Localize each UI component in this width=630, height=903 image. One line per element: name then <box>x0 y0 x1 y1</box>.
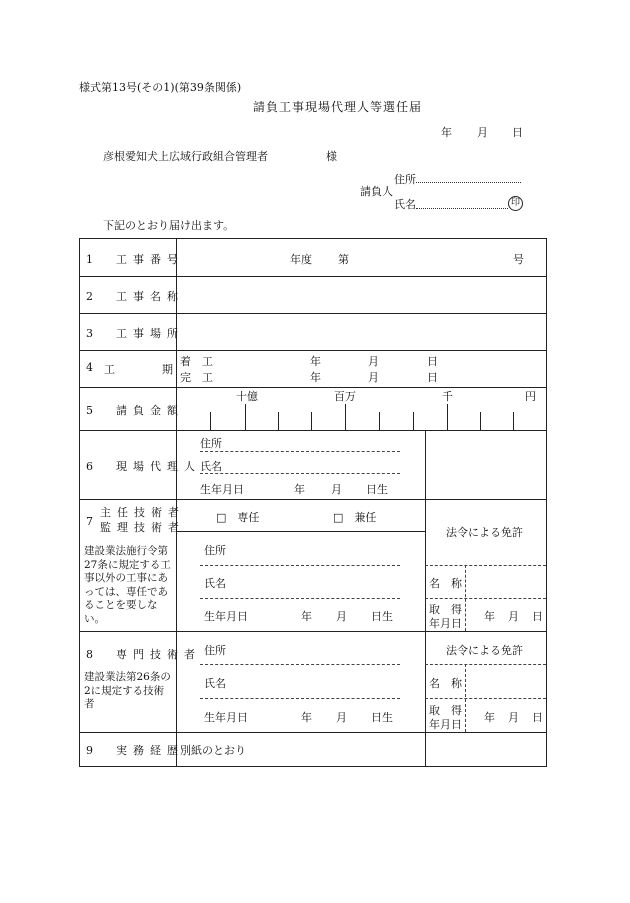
r9-value: 別紙のとおり <box>180 744 246 757</box>
date-year: 年 <box>441 126 452 139</box>
page-title: 請負工事現場代理人等選任届 <box>253 100 423 114</box>
sennin-checkbox[interactable]: □ 専任 <box>216 511 260 524</box>
row4-num: 4 <box>86 361 93 374</box>
unit-man: 百万 <box>334 390 356 403</box>
r6-birth-day: 日生 <box>366 483 388 496</box>
r1-go: 号 <box>513 253 524 266</box>
contractor-name-field[interactable] <box>416 208 508 209</box>
construction-number-field[interactable] <box>177 239 545 275</box>
contractor-address-label: 住所 <box>394 173 416 186</box>
addressee: 彦根愛知犬上広域行政組合管理者 <box>103 150 268 163</box>
r8-lic-month: 月 <box>508 711 519 724</box>
r8-birth-year: 年 <box>301 711 312 724</box>
r7-birth-year: 年 <box>301 610 312 623</box>
row2-label: 2 工事名称 <box>86 290 184 303</box>
r7-birth-month: 月 <box>336 610 347 623</box>
r8-name-label: 氏名 <box>204 677 226 690</box>
r6-name-field[interactable] <box>200 473 400 474</box>
honorific: 様 <box>326 150 337 163</box>
date-month: 月 <box>477 126 488 139</box>
construction-site-field[interactable] <box>177 314 545 350</box>
row7-note: 建設業法施行令第27条に規定する工事以外の工事にあっては、専任であることを要しない。 <box>84 545 171 625</box>
r8-address-label: 住所 <box>204 644 226 657</box>
row7-num: 7 <box>86 515 93 528</box>
row1-label: 1 工事番号 <box>86 253 184 266</box>
end-label: 完 工 <box>180 371 213 384</box>
r7-lic-day: 日 <box>532 610 543 623</box>
r7-license-name-label: 名 称 <box>429 577 462 590</box>
end-day: 日 <box>427 371 438 384</box>
form-table <box>79 238 547 767</box>
r7-name-label: 氏名 <box>204 577 226 590</box>
r8-license-name-label: 名 称 <box>429 677 462 690</box>
r7-address-field[interactable] <box>200 565 400 566</box>
end-month: 月 <box>368 371 379 384</box>
start-label: 着 工 <box>180 355 213 368</box>
seal-icon: 印 <box>508 196 523 211</box>
contractor-name-label: 氏名 <box>394 198 416 211</box>
r8-lic-day: 日 <box>532 711 543 724</box>
row5-label: 5 請負金額 <box>86 404 184 417</box>
r7-acquired-label2: 年月日 <box>429 617 462 630</box>
r1-nendo: 年度 <box>290 253 312 266</box>
r8-birth-month: 月 <box>336 711 347 724</box>
row6-label: 6 現場代理人 <box>86 460 201 473</box>
r6-birth-label: 生年月日 <box>200 483 244 496</box>
r7-birth-label: 生年月日 <box>204 610 248 623</box>
r7-name-field[interactable] <box>200 598 400 599</box>
unit-oku: 十億 <box>236 390 258 403</box>
unit-sen: 千 <box>442 390 453 403</box>
row8-label: 8 専門技術者 <box>86 648 201 661</box>
r6-birth-year: 年 <box>294 483 305 496</box>
r6-birth-month: 月 <box>331 483 342 496</box>
row9-label: 9 実務経歴 <box>86 744 184 757</box>
r8-name-field[interactable] <box>200 698 400 699</box>
contractor-label: 請負人 <box>360 185 393 198</box>
row7-role2: 監理技術者 <box>100 521 185 534</box>
r6-address-label: 住所 <box>200 437 222 450</box>
kennin-checkbox[interactable]: □ 兼任 <box>333 511 377 524</box>
unit-en: 円 <box>525 390 536 403</box>
row7-role1: 主任技術者 <box>100 506 185 519</box>
r7-license-header: 法令による免許 <box>446 526 523 539</box>
r8-license-header: 法令による免許 <box>446 644 523 657</box>
start-month: 月 <box>368 355 379 368</box>
r8-acquired-label2: 年月日 <box>429 718 462 731</box>
row4-label-a: 工 <box>104 363 115 376</box>
intro-text: 下記のとおり届け出ます。 <box>103 219 235 232</box>
r7-birth-day: 日生 <box>371 610 393 623</box>
r6-name-label: 氏名 <box>200 460 222 473</box>
r8-acquired-label1: 取 得 <box>429 704 462 717</box>
row8-note: 建設業法第26条の2に規定する技術者 <box>84 671 171 710</box>
r8-lic-year: 年 <box>484 711 495 724</box>
r1-dai: 第 <box>338 253 349 266</box>
r8-address-field[interactable] <box>200 664 400 665</box>
r7-lic-month: 月 <box>508 610 519 623</box>
r7-acquired-label1: 取 得 <box>429 603 462 616</box>
end-year: 年 <box>310 371 321 384</box>
r7-lic-year: 年 <box>484 610 495 623</box>
r6-address-field[interactable] <box>200 451 400 452</box>
row4-label-b: 期 <box>162 363 173 376</box>
contract-amount-field[interactable] <box>177 402 545 429</box>
start-year: 年 <box>310 355 321 368</box>
r8-birth-day: 日生 <box>371 711 393 724</box>
r8-birth-label: 生年月日 <box>204 711 248 724</box>
row3-label: 3 工事場所 <box>86 327 184 340</box>
form-number: 様式第13号(その1)(第39条関係) <box>79 81 242 94</box>
construction-name-field[interactable] <box>177 277 545 313</box>
r7-address-label: 住所 <box>204 544 226 557</box>
date-day: 日 <box>512 126 523 139</box>
start-day: 日 <box>427 355 438 368</box>
contractor-address-field[interactable] <box>416 182 521 183</box>
